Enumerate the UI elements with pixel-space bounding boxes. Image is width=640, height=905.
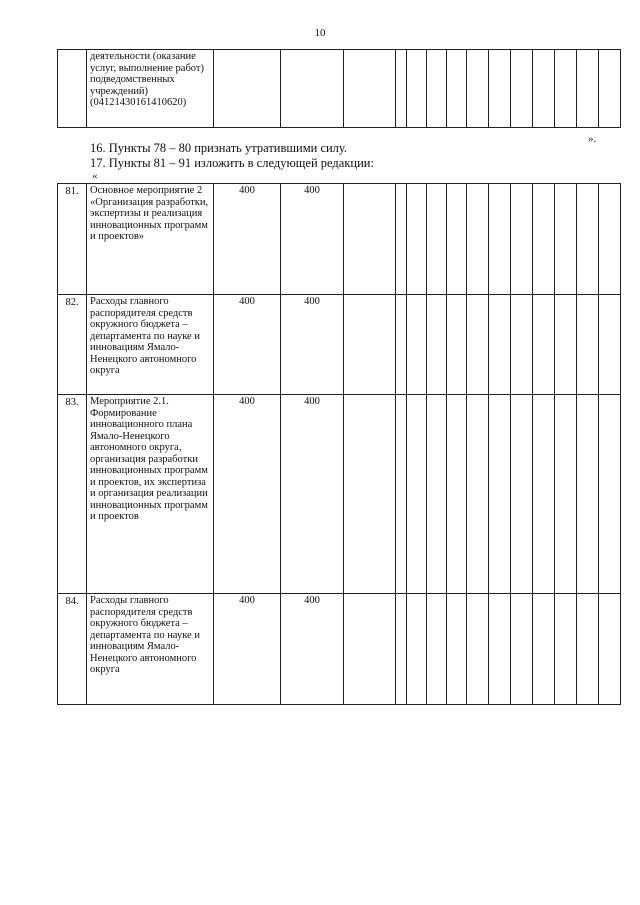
table-row: [58, 594, 621, 705]
empty-cell: [427, 594, 447, 705]
empty-cell: [489, 594, 511, 705]
row-value-1: 400: [214, 295, 281, 395]
empty-cell: [407, 594, 427, 705]
table-row: [58, 395, 621, 594]
empty-cell: [427, 50, 447, 128]
instruction-16: 16. Пункты 78 – 80 признать утратившими силу.: [90, 141, 348, 155]
empty-cell: [577, 295, 599, 395]
empty-cell: [577, 594, 599, 705]
empty-cell: [511, 395, 533, 594]
empty-cell: [577, 184, 599, 295]
empty-cell: [447, 50, 467, 128]
program-table: [57, 183, 621, 705]
empty-cell: [533, 395, 555, 594]
empty-cell: [447, 594, 467, 705]
row-value-2: [281, 50, 344, 128]
row-value-1: [214, 50, 281, 128]
empty-cell: [427, 184, 447, 295]
empty-cell: [489, 395, 511, 594]
empty-cell: [467, 395, 489, 594]
empty-cell: [555, 295, 577, 395]
empty-cell: [344, 184, 396, 295]
row-value-2: 400: [281, 594, 344, 705]
empty-cell: [344, 295, 396, 395]
empty-cell: [599, 594, 621, 705]
empty-cell: [447, 295, 467, 395]
empty-cell: [396, 50, 407, 128]
row-text: Основное мероприятие 2 «Организация разработки, экспертизы и реализация инновационных программ и проектов»: [87, 184, 214, 295]
empty-cell: [533, 184, 555, 295]
row-value-2: 400: [281, 395, 344, 594]
empty-cell: [407, 184, 427, 295]
empty-cell: [533, 594, 555, 705]
empty-cell: [467, 295, 489, 395]
empty-cell: [533, 295, 555, 395]
empty-cell: [396, 184, 407, 295]
empty-cell: [489, 295, 511, 395]
row-value-1: 400: [214, 594, 281, 705]
empty-cell: [427, 395, 447, 594]
empty-cell: [599, 395, 621, 594]
empty-cell: [555, 395, 577, 594]
empty-cell: [555, 184, 577, 295]
empty-cell: [511, 50, 533, 128]
row-text: Расходы главного распорядителя средств окружного бюджета – департамента по науке и инновациям Ямало-Ненецкого автономного округа: [87, 594, 214, 705]
empty-cell: [599, 295, 621, 395]
empty-cell: [427, 295, 447, 395]
row-number: 83.: [58, 395, 87, 594]
row-number: [58, 50, 87, 128]
row-value-2: 400: [281, 184, 344, 295]
empty-cell: [511, 295, 533, 395]
empty-cell: [344, 395, 396, 594]
empty-cell: [599, 50, 621, 128]
empty-cell: [577, 50, 599, 128]
table-row: [58, 50, 621, 128]
closing-quote: ».: [588, 133, 597, 145]
empty-cell: [407, 295, 427, 395]
empty-cell: [511, 184, 533, 295]
empty-cell: [577, 395, 599, 594]
row-text: Расходы главного распорядителя средств окружного бюджета – департамента по науке и инновациям Ямало-Ненецкого автономного округа: [87, 295, 214, 395]
instruction-17: 17. Пункты 81 – 91 изложить в следующей редакции:: [90, 156, 374, 170]
empty-cell: [447, 184, 467, 295]
empty-cell: [344, 594, 396, 705]
row-number: 84.: [58, 594, 87, 705]
empty-cell: [555, 50, 577, 128]
empty-cell: [396, 295, 407, 395]
empty-cell: [555, 594, 577, 705]
row-value-1: 400: [214, 184, 281, 295]
empty-cell: [344, 50, 396, 128]
row-value-1: 400: [214, 395, 281, 594]
empty-cell: [396, 395, 407, 594]
empty-cell: [489, 184, 511, 295]
empty-cell: [511, 594, 533, 705]
row-text: деятельности (оказание услуг, выполнение работ) подведомственных учреждений) (04121430161410620): [87, 50, 214, 128]
row-value-2: 400: [281, 295, 344, 395]
page-number: 10: [314, 27, 326, 39]
empty-cell: [396, 594, 407, 705]
empty-cell: [407, 395, 427, 594]
empty-cell: [467, 50, 489, 128]
table-row: [58, 184, 621, 295]
empty-cell: [447, 395, 467, 594]
opening-quote: «: [92, 170, 98, 182]
row-number: 82.: [58, 295, 87, 395]
empty-cell: [467, 184, 489, 295]
continuation-table: [57, 49, 621, 128]
row-text: Мероприятие 2.1. Формирование инновационного плана Ямало-Ненецкого автономного округа, организация разработки инновационных программ и проектов, их экспертиза и организация реализации инновационных программ и проектов: [87, 395, 214, 594]
empty-cell: [407, 50, 427, 128]
row-number: 81.: [58, 184, 87, 295]
empty-cell: [533, 50, 555, 128]
empty-cell: [467, 594, 489, 705]
table-row: [58, 295, 621, 395]
empty-cell: [599, 184, 621, 295]
empty-cell: [489, 50, 511, 128]
